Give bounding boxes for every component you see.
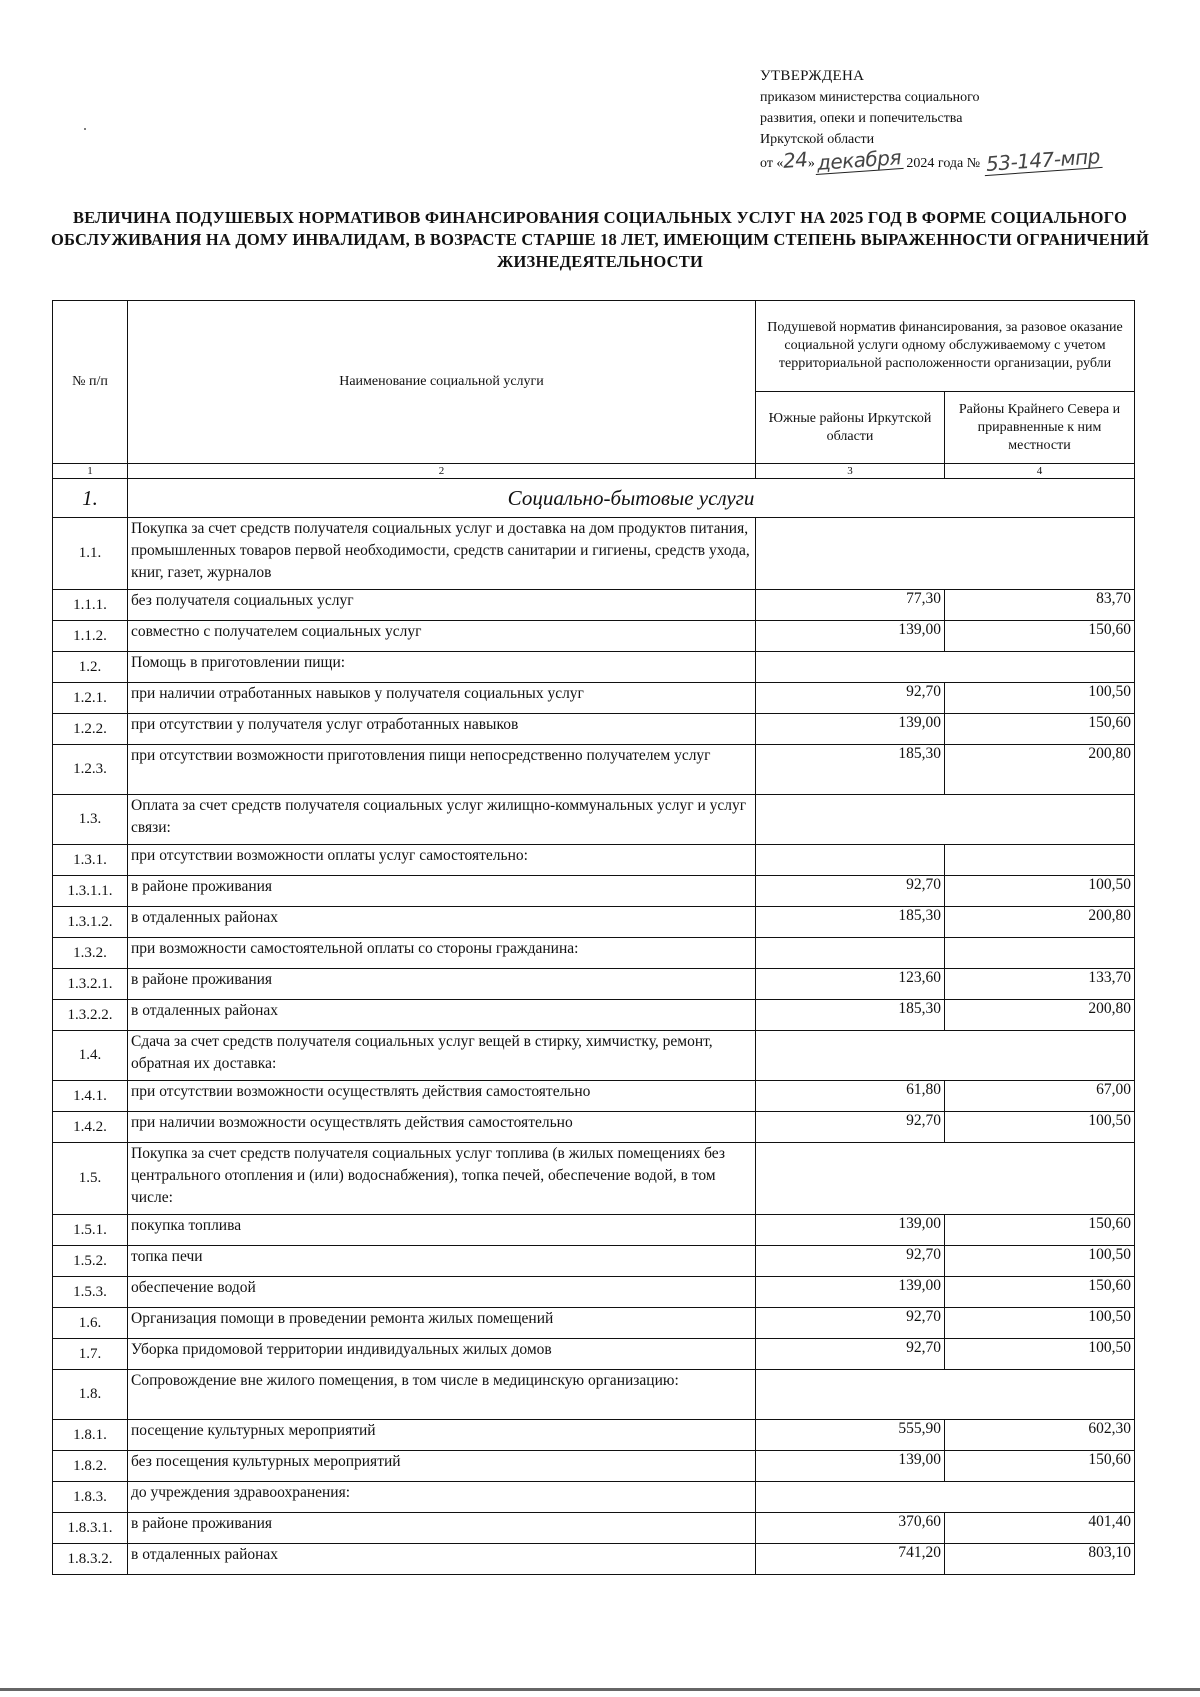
table-row bbox=[53, 1370, 1135, 1420]
row-value-north: 150,60 bbox=[945, 1277, 1135, 1308]
table-row bbox=[53, 621, 1135, 652]
row-value-north: 200,80 bbox=[945, 1000, 1135, 1031]
row-value-north: 133,70 bbox=[945, 969, 1135, 1000]
table-row bbox=[53, 1143, 1135, 1215]
page-bottom-edge bbox=[0, 1688, 1200, 1691]
row-number: 1.3. bbox=[53, 795, 128, 845]
table-row bbox=[53, 683, 1135, 714]
row-service-name: Покупка за счет средств получателя социальных услуг и доставка на дом продуктов питания, промышленных товаров первой необходимости, средств санитарии и гигиены, средств ухода, книг, газет, журналов bbox=[128, 518, 756, 590]
approval-date-line bbox=[760, 144, 1160, 176]
approval-line-1: приказом министерства социального bbox=[760, 90, 980, 105]
row-value-south: 185,30 bbox=[756, 745, 945, 795]
date-day: 24 bbox=[782, 147, 809, 173]
row-number: 1.8.2. bbox=[53, 1451, 128, 1482]
col-header-num: № п/п bbox=[53, 301, 128, 464]
row-value-empty bbox=[756, 652, 1135, 683]
row-number: 1.2.3. bbox=[53, 745, 128, 795]
row-value-north: 100,50 bbox=[945, 1308, 1135, 1339]
col-index: 1 bbox=[53, 464, 128, 479]
row-value-north: 200,80 bbox=[945, 907, 1135, 938]
table-row bbox=[53, 1308, 1135, 1339]
row-value-north: 150,60 bbox=[945, 1215, 1135, 1246]
header-row-top bbox=[53, 301, 1135, 392]
row-service-name: без получателя социальных услуг bbox=[128, 590, 756, 621]
approval-line-3: Иркутской области bbox=[760, 132, 875, 147]
table-row bbox=[53, 938, 1135, 969]
row-service-name: при наличии отработанных навыков у получателя социальных услуг bbox=[128, 683, 756, 714]
row-number: 1.5.1. bbox=[53, 1215, 128, 1246]
approval-stamp bbox=[760, 66, 1160, 174]
table-row bbox=[53, 1277, 1135, 1308]
row-value-south: 185,30 bbox=[756, 1000, 945, 1031]
row-value-south bbox=[756, 845, 945, 876]
row-value-south: 123,60 bbox=[756, 969, 945, 1000]
row-service-name: при отсутствии возможности оплаты услуг самостоятельно: bbox=[128, 845, 756, 876]
table-row bbox=[53, 845, 1135, 876]
row-value-south: 77,30 bbox=[756, 590, 945, 621]
row-number: 1.1.2. bbox=[53, 621, 128, 652]
section-number: 1. bbox=[53, 479, 128, 518]
table-row bbox=[53, 518, 1135, 590]
row-service-name: Оплата за счет средств получателя социальных услуг жилищно-коммунальных услуг и услуг связи: bbox=[128, 795, 756, 845]
row-value-south: 92,70 bbox=[756, 1339, 945, 1370]
approval-heading: УТВЕРЖДЕНА bbox=[760, 68, 865, 84]
order-number: 53-147-мпр bbox=[984, 144, 1101, 176]
column-index-row bbox=[53, 464, 1135, 479]
row-service-name: при отсутствии у получателя услуг отработанных навыков bbox=[128, 714, 756, 745]
row-value-north: 803,10 bbox=[945, 1544, 1135, 1575]
row-number: 1.4. bbox=[53, 1031, 128, 1081]
row-value-north bbox=[945, 845, 1135, 876]
col-index: 3 bbox=[756, 464, 945, 479]
row-value-north: 83,70 bbox=[945, 590, 1135, 621]
row-service-name: при наличии возможности осуществлять действия самостоятельно bbox=[128, 1112, 756, 1143]
row-value-north: 602,30 bbox=[945, 1420, 1135, 1451]
row-number: 1.2. bbox=[53, 652, 128, 683]
date-prefix: от « bbox=[760, 156, 784, 171]
row-value-south: 92,70 bbox=[756, 1308, 945, 1339]
row-value-north: 200,80 bbox=[945, 745, 1135, 795]
scan-speck bbox=[84, 128, 86, 130]
row-number: 1.5.3. bbox=[53, 1277, 128, 1308]
date-year: 2024 года № bbox=[906, 156, 981, 171]
row-service-name: Уборка придомовой территории индивидуальных жилых домов bbox=[128, 1339, 756, 1370]
row-number: 1.5.2. bbox=[53, 1246, 128, 1277]
row-number: 1.2.1. bbox=[53, 683, 128, 714]
row-number: 1.5. bbox=[53, 1143, 128, 1215]
table-row bbox=[53, 1513, 1135, 1544]
row-service-name: без посещения культурных мероприятий bbox=[128, 1451, 756, 1482]
row-service-name: Сопровождение вне жилого помещения, в том числе в медицинскую организацию: bbox=[128, 1370, 756, 1420]
table-row bbox=[53, 652, 1135, 683]
row-value-south: 139,00 bbox=[756, 621, 945, 652]
col-header-name: Наименование социальной услуги bbox=[128, 301, 756, 464]
row-value-south: 139,00 bbox=[756, 714, 945, 745]
table-row bbox=[53, 1246, 1135, 1277]
row-service-name: в отдаленных районах bbox=[128, 1544, 756, 1575]
table-row bbox=[53, 1031, 1135, 1081]
row-number: 1.8.3.1. bbox=[53, 1513, 128, 1544]
row-service-name: до учреждения здравоохранения: bbox=[128, 1482, 756, 1513]
row-value-empty bbox=[756, 518, 1135, 590]
row-service-name: топка печи bbox=[128, 1246, 756, 1277]
row-number: 1.2.2. bbox=[53, 714, 128, 745]
row-number: 1.3.2.2. bbox=[53, 1000, 128, 1031]
row-number: 1.4.2. bbox=[53, 1112, 128, 1143]
col-index: 4 bbox=[945, 464, 1135, 479]
row-number: 1.3.1.1. bbox=[53, 876, 128, 907]
row-value-north: 150,60 bbox=[945, 621, 1135, 652]
row-service-name: при отсутствии возможности осуществлять действия самостоятельно bbox=[128, 1081, 756, 1112]
row-service-name: посещение культурных мероприятий bbox=[128, 1420, 756, 1451]
approval-line-2: развития, опеки и попечительства bbox=[760, 111, 963, 126]
table-row bbox=[53, 1215, 1135, 1246]
row-number: 1.4.1. bbox=[53, 1081, 128, 1112]
row-value-south: 92,70 bbox=[756, 1112, 945, 1143]
row-value-empty bbox=[756, 1031, 1135, 1081]
row-service-name: при отсутствии возможности приготовления пищи непосредственно получателем услуг bbox=[128, 745, 756, 795]
row-value-south: 741,20 bbox=[756, 1544, 945, 1575]
row-number: 1.8.1. bbox=[53, 1420, 128, 1451]
row-service-name: Сдача за счет средств получателя социальных услуг вещей в стирку, химчистку, ремонт, обратная их доставка: bbox=[128, 1031, 756, 1081]
table-row bbox=[53, 714, 1135, 745]
row-value-north: 100,50 bbox=[945, 683, 1135, 714]
row-value-south: 139,00 bbox=[756, 1451, 945, 1482]
row-service-name: покупка топлива bbox=[128, 1215, 756, 1246]
row-value-empty bbox=[756, 1482, 1135, 1513]
row-service-name: в отдаленных районах bbox=[128, 907, 756, 938]
table-row bbox=[53, 1451, 1135, 1482]
row-value-north: 100,50 bbox=[945, 1112, 1135, 1143]
table-row bbox=[53, 795, 1135, 845]
section-row bbox=[53, 479, 1135, 518]
row-service-name: Организация помощи в проведении ремонта жилых помещений bbox=[128, 1308, 756, 1339]
table-row bbox=[53, 1339, 1135, 1370]
table-row bbox=[53, 1081, 1135, 1112]
table-row bbox=[53, 1112, 1135, 1143]
row-service-name: обеспечение водой bbox=[128, 1277, 756, 1308]
table-row bbox=[53, 1482, 1135, 1513]
row-service-name: в отдаленных районах bbox=[128, 1000, 756, 1031]
row-value-north: 100,50 bbox=[945, 876, 1135, 907]
row-value-north: 100,50 bbox=[945, 1339, 1135, 1370]
row-value-empty bbox=[756, 795, 1135, 845]
row-number: 1.3.1. bbox=[53, 845, 128, 876]
row-number: 1.3.1.2. bbox=[53, 907, 128, 938]
row-number: 1.3.2.1. bbox=[53, 969, 128, 1000]
row-service-name: Покупка за счет средств получателя социальных услуг топлива (в жилых помещениях без центрального отопления и (или) водоснабжения), топка печей, обеспечение водой, в том числе: bbox=[128, 1143, 756, 1215]
row-value-north: 150,60 bbox=[945, 714, 1135, 745]
row-number: 1.7. bbox=[53, 1339, 128, 1370]
table-row bbox=[53, 1544, 1135, 1575]
services-table bbox=[52, 300, 1135, 1575]
row-value-south: 61,80 bbox=[756, 1081, 945, 1112]
row-value-south: 370,60 bbox=[756, 1513, 945, 1544]
row-service-name: при возможности самостоятельной оплаты со стороны гражданина: bbox=[128, 938, 756, 969]
row-value-south bbox=[756, 938, 945, 969]
row-value-north: 401,40 bbox=[945, 1513, 1135, 1544]
row-service-name: совместно с получателем социальных услуг bbox=[128, 621, 756, 652]
row-number: 1.1.1. bbox=[53, 590, 128, 621]
row-value-north: 67,00 bbox=[945, 1081, 1135, 1112]
row-service-name: Помощь в приготовлении пищи: bbox=[128, 652, 756, 683]
row-value-south: 185,30 bbox=[756, 907, 945, 938]
date-month: декабря bbox=[816, 145, 902, 175]
table-row bbox=[53, 1420, 1135, 1451]
table-row bbox=[53, 590, 1135, 621]
row-service-name: в районе проживания bbox=[128, 969, 756, 1000]
col-header-south: Южные районы Иркутской области bbox=[756, 392, 945, 464]
row-number: 1.8. bbox=[53, 1370, 128, 1420]
table-row bbox=[53, 1000, 1135, 1031]
row-number: 1.6. bbox=[53, 1308, 128, 1339]
row-number: 1.8.3.2. bbox=[53, 1544, 128, 1575]
row-number: 1.8.3. bbox=[53, 1482, 128, 1513]
row-value-south: 139,00 bbox=[756, 1277, 945, 1308]
table-row bbox=[53, 969, 1135, 1000]
document-title: ВЕЛИЧИНА ПОДУШЕВЫХ НОРМАТИВОВ ФИНАНСИРОВАНИЯ СОЦИАЛЬНЫХ УСЛУГ НА 2025 ГОД В ФОРМЕ СОЦИАЛЬНОГО ОБСЛУЖИВАНИЯ НА ДОМУ ИНВАЛИДАМ, В ВОЗРАСТЕ СТАРШЕ 18 ЛЕТ, ИМЕЮЩИМ СТЕПЕНЬ ВЫРАЖЕННОСТИ ОГРАНИЧЕНИЙ ЖИЗНЕДЕЯТЕЛЬНОСТИ bbox=[51, 208, 1149, 271]
row-service-name: в районе проживания bbox=[128, 1513, 756, 1544]
col-header-north: Районы Крайнего Севера и приравненные к ним местности bbox=[945, 392, 1135, 464]
row-value-south: 139,00 bbox=[756, 1215, 945, 1246]
table-row bbox=[53, 907, 1135, 938]
section-title: Социально-бытовые услуги bbox=[128, 479, 1135, 518]
row-value-south: 92,70 bbox=[756, 876, 945, 907]
col-header-group: Подушевой норматив финансирования, за разовое оказание социальной услуги одному обслуживаемому с учетом территориальной расположенности организации, рубли bbox=[756, 301, 1135, 392]
row-value-north: 150,60 bbox=[945, 1451, 1135, 1482]
row-number: 1.3.2. bbox=[53, 938, 128, 969]
row-value-north: 100,50 bbox=[945, 1246, 1135, 1277]
date-mid: » bbox=[807, 156, 815, 171]
table-row bbox=[53, 745, 1135, 795]
row-value-south: 555,90 bbox=[756, 1420, 945, 1451]
row-service-name: в районе проживания bbox=[128, 876, 756, 907]
row-value-empty bbox=[756, 1370, 1135, 1420]
row-number: 1.1. bbox=[53, 518, 128, 590]
row-value-south: 92,70 bbox=[756, 683, 945, 714]
table-row bbox=[53, 876, 1135, 907]
row-value-empty bbox=[756, 1143, 1135, 1215]
row-value-south: 92,70 bbox=[756, 1246, 945, 1277]
col-index: 2 bbox=[128, 464, 756, 479]
row-value-north bbox=[945, 938, 1135, 969]
